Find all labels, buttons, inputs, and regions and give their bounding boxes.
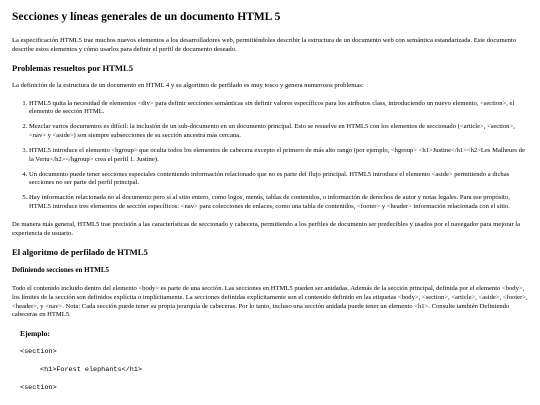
problems-summary: De manera más general, HTML5 trae precisión a las características de seccionado y cabecera, permitiendo a los perfiles de documento ser predecibles y usados por el navegador para mejorar la experiencia de usuario.: [12, 221, 521, 237]
example-heading: Ejemplo:: [20, 328, 50, 338]
list-item: 1. HTML5 quita la necesidad de elementos <div> para definir secciones semánticas sin definir valores específicos para los atributos class, introduciendo un nuevo elemento, <section>, el elemento de sección HTML.: [29, 100, 528, 117]
code-line: <section>: [20, 383, 57, 392]
problems-intro: La definición de la estructura de un documento en HTML 4 y su algoritmo de perfilado es muy tosco y genera numerosos problemas:: [12, 82, 364, 90]
list-item: 3. HTML5 introduce el elemento <hgroup> que oculta todos los elementos de cabecera excepto el primero de más alto rango (por ejemplo, <hgroup> <h1>Justine</h1><h2>Les Malheurs de la Vertu</h2></hgroup> crea el perfil 1. Justine).: [29, 147, 528, 164]
code-line: <section>: [20, 347, 57, 356]
list-item: 4. Un documento puede tener secciones especiales conteniendo información relacionado que no es parte del flujo principal. HTML5 introduce el elemento <aside> permitiendo a dichas secciones no ser parte del perfil principal.: [29, 171, 528, 188]
list-item: 2. Mezclar varios documentos es difícil: la inclusión de un sub-documento en un documento principal. Esto se resuelve en HTML5 con los elementos de seccionado (<article>, <section>, <nav> y <aside>) son siempre subsecciones de su sección ancestra más cercana.: [29, 123, 528, 140]
problems-list: [12, 100, 528, 212]
sections-subheading: Definiendo secciones en HTML5: [12, 266, 110, 275]
algorithm-heading: El algoritmo de perfilado de HTML5: [12, 247, 148, 258]
problems-heading: Problemas resueltos por HTML5: [12, 63, 134, 74]
example-block: [20, 329, 528, 393]
list-item: 5. Hay información relacionada no al documento pero sí al sitio entero, como logos, menús, tablas de contenidos, o información de derechos de autor y notas legales. Para ese propósito, HTML5 introduce tres elementos de sección específicos: <nav> para colecciones de enlaces, como una tabla de contenidos, <footer> y <header> información relacionada con el sitio.: [29, 194, 528, 211]
code-line: <h1>Forest elephants</h1>: [40, 365, 142, 374]
page-title: Secciones y líneas generales de un documento HTML 5: [12, 11, 281, 23]
intro-paragraph: La especificación HTML5 trae muchos nuevos elementos a los desarrolladores web, permitiéndoles describir la estructura de un documento web con semántica estandarizada. Este documento describe estos elementos y cómo usarlos para definir el perfil de documento deseado.: [12, 37, 517, 53]
algorithm-body: Todo el contenido incluido dentro del elemento <body> es parte de una sección. Las secciones en HTML5 pueden ser anidadas. Además de la sección principal, definida por el elemento <body>, los límites de la sección son definidos explícita o implícitamente. La secciones definidas explícitamente son el contenido definido en las etiquetas <body>, <section>, <article>, <aside>, <footer>, <header>, y <nav>. Nota: Cada sección puede tener su propia jerarquía de cabeceras. Por lo tanto, incluso una sección anidada puede tener un elemento <h1>. Consulte también Definiendo cabeceras en HTML5.: [12, 285, 528, 319]
